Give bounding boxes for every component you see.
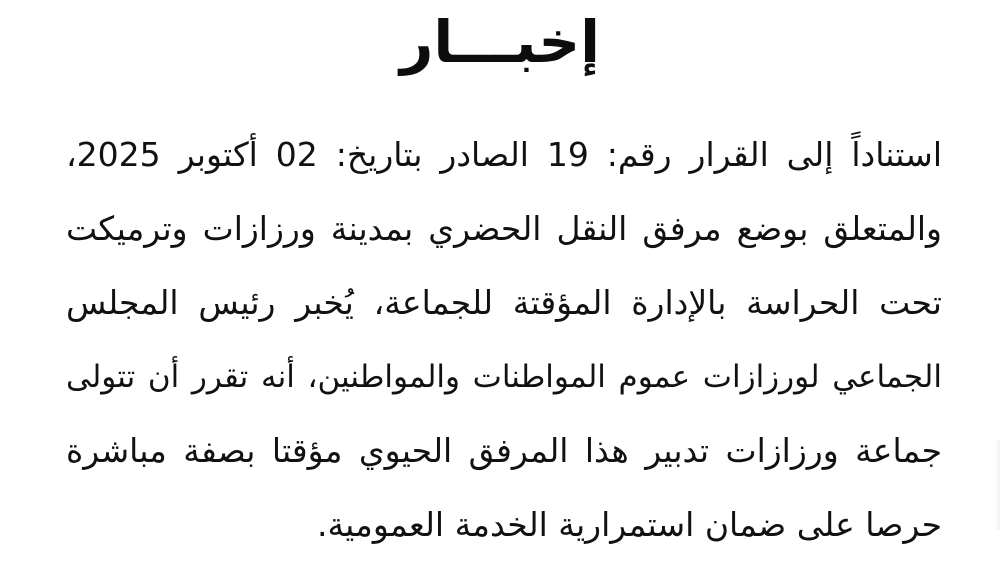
- notice-line-6: حرصا على ضمان استمرارية الخدمة العمومية.: [317, 505, 942, 544]
- notice-line-3: تحت الحراسة بالإدارة المؤقتة للجماعة، يُخبر رئيس المجلس: [66, 283, 942, 322]
- notice-line-4: الجماعي لورزازات عموم المواطنات والمواطنين، أنه تقرر أن تتولى: [66, 359, 942, 395]
- page-edge-shadow: [994, 440, 1000, 530]
- notice-title: إخبـــار: [400, 8, 600, 76]
- notice-line-5: جماعة ورزازات تدبير هذا المرفق الحيوي مؤقتا بصفة مباشرة: [66, 431, 942, 470]
- notice-line-2: والمتعلق بوضع مرفق النقل الحضري بمدينة ورزازات وترميكت: [66, 209, 942, 248]
- notice-body: [66, 118, 942, 562]
- notice-line-1: استناداً إلى القرار رقم: 19 الصادر بتاريخ: 02 أكتوبر 2025،: [66, 135, 942, 174]
